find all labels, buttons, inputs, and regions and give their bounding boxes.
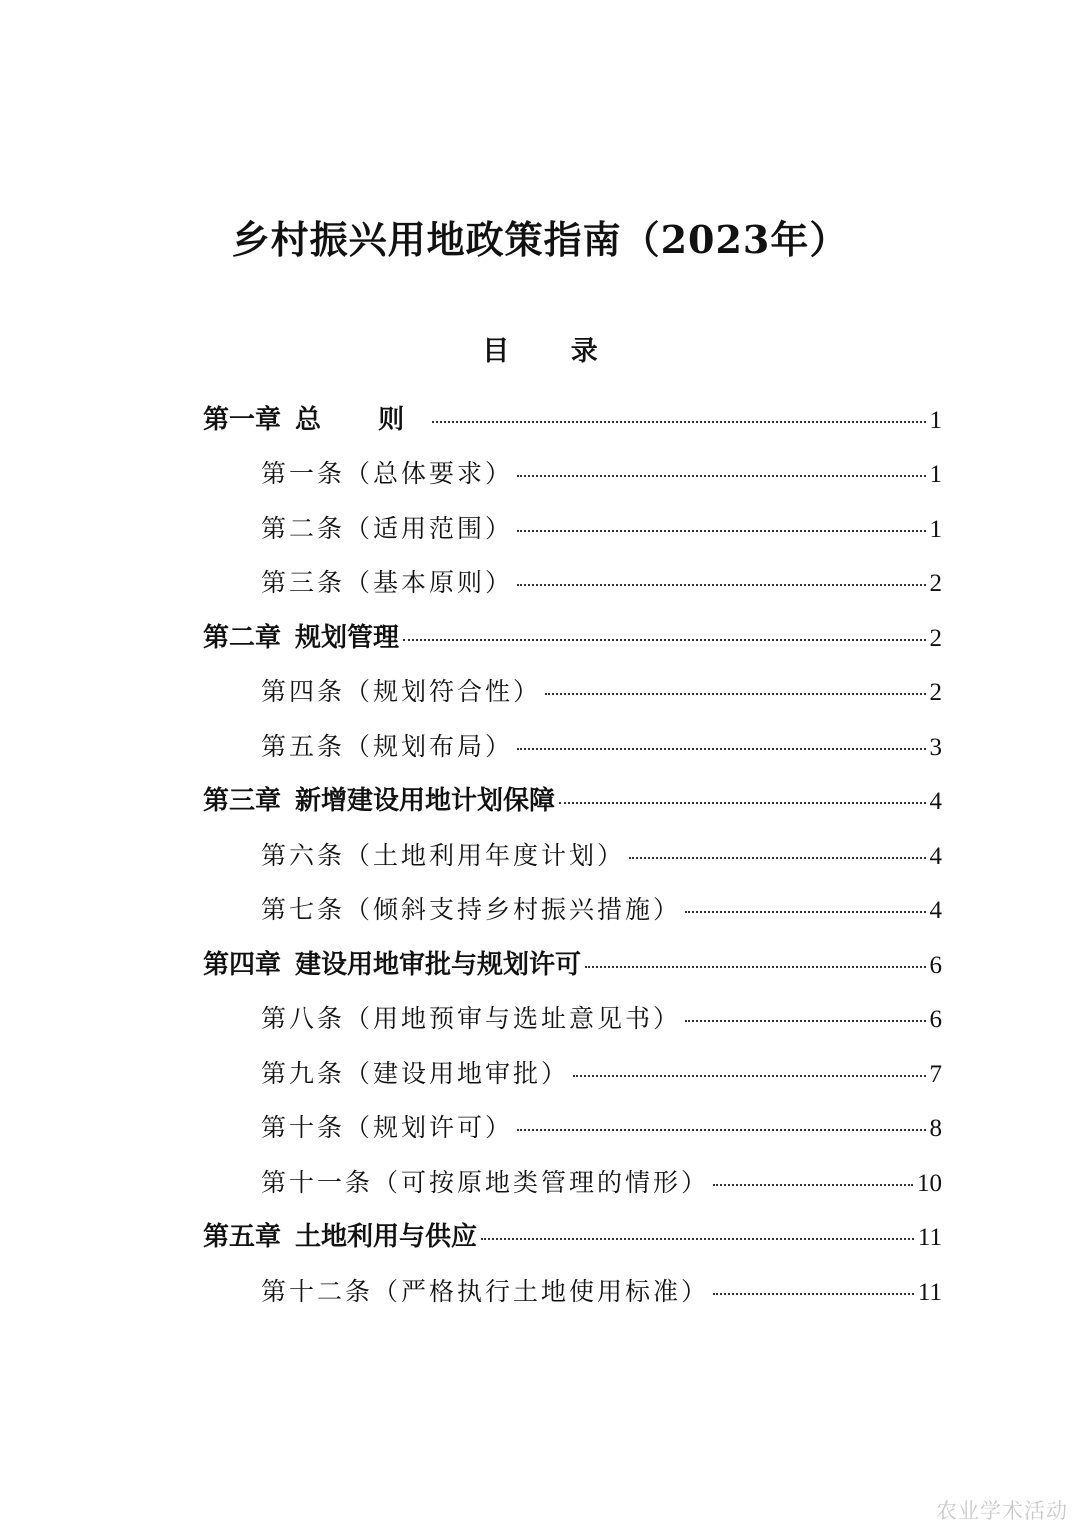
toc-page-number: 4 xyxy=(929,788,942,815)
document-title: 乡村振兴用地政策指南（2023年） xyxy=(231,217,849,262)
toc-label: 第二章 规划管理 xyxy=(203,623,400,653)
toc-label: 第八条（用地预审与选址意见书） xyxy=(261,1004,682,1033)
dot-leader xyxy=(517,1129,925,1131)
dot-leader xyxy=(545,693,925,695)
toc-article-5[interactable] xyxy=(261,722,942,772)
toc-chapter-1[interactable] xyxy=(203,395,942,445)
toc-page-number: 3 xyxy=(929,734,942,761)
toc-label: 第四章 建设用地审批与规划许可 xyxy=(203,950,582,980)
toc-article-7[interactable] xyxy=(261,885,942,935)
toc-label: 第三条（基本原则） xyxy=(261,568,514,597)
toc-chapter-5[interactable] xyxy=(203,1212,942,1262)
toc-page-number: 2 xyxy=(929,679,942,706)
toc-label: 第四条（规划符合性） xyxy=(261,677,542,706)
toc-label: 第一条（总体要求） xyxy=(261,459,514,488)
toc-label: 第十二条（严格执行土地使用标准） xyxy=(261,1277,710,1306)
dot-leader xyxy=(685,1020,925,1022)
dot-leader xyxy=(559,802,925,804)
toc-label: 第二条（适用范围） xyxy=(261,514,514,543)
toc-article-9[interactable] xyxy=(261,1049,942,1099)
toc-page-number: 10 xyxy=(917,1170,942,1197)
toc-page-number: 6 xyxy=(929,1006,942,1033)
toc-page-number: 7 xyxy=(929,1061,942,1088)
dot-leader xyxy=(517,530,925,532)
toc-label: 第十条（规划许可） xyxy=(261,1113,514,1142)
toc-page-number: 6 xyxy=(929,952,942,979)
watermark-text: 农业学术活动 xyxy=(936,1499,1068,1523)
toc-article-6[interactable] xyxy=(261,831,942,881)
toc-article-12[interactable] xyxy=(261,1267,942,1317)
toc-label: 第五章 土地利用与供应 xyxy=(203,1222,478,1252)
toc-label: 第三章 新增建设用地计划保障 xyxy=(203,786,556,816)
dot-leader xyxy=(585,966,925,968)
dot-leader xyxy=(517,475,925,477)
toc-label: 第十一条（可按原地类管理的情形） xyxy=(261,1168,710,1197)
dot-leader xyxy=(713,1184,913,1186)
toc-label: 第五条（规划布局） xyxy=(261,732,514,761)
toc-article-2[interactable] xyxy=(261,504,942,554)
dot-leader xyxy=(573,1075,925,1077)
toc-article-1[interactable] xyxy=(261,449,942,499)
toc-label: 第七条（倾斜支持乡村振兴措施） xyxy=(261,895,682,924)
dot-leader xyxy=(517,584,925,586)
dot-leader xyxy=(403,639,925,641)
dot-leader xyxy=(517,748,925,750)
toc-page-number: 1 xyxy=(929,461,942,488)
toc-heading: 目 录 xyxy=(482,336,624,367)
toc-page-number: 2 xyxy=(929,570,942,597)
toc-page-number: 11 xyxy=(917,1224,942,1251)
dot-leader xyxy=(481,1238,914,1240)
toc-page-number: 1 xyxy=(929,516,942,543)
toc-label: 第六条（土地利用年度计划） xyxy=(261,841,626,870)
toc-page-number: 11 xyxy=(917,1279,942,1306)
dot-leader xyxy=(713,1293,914,1295)
dot-leader xyxy=(629,857,925,859)
toc-page-number: 4 xyxy=(929,843,942,870)
toc-page-number: 8 xyxy=(929,1115,942,1142)
toc-article-10[interactable] xyxy=(261,1103,942,1153)
toc-page-number: 4 xyxy=(929,897,942,924)
toc-chapter-4[interactable] xyxy=(203,940,942,990)
dot-leader xyxy=(432,421,925,423)
toc-chapter-3[interactable] xyxy=(203,776,942,826)
dot-leader xyxy=(685,911,925,913)
toc-article-4[interactable] xyxy=(261,667,942,717)
toc-chapter-2[interactable] xyxy=(203,613,942,663)
toc-page-number: 2 xyxy=(929,625,942,652)
toc-label: 第一章 总 则 xyxy=(203,405,429,435)
toc-article-8[interactable] xyxy=(261,994,942,1044)
toc-label: 第九条（建设用地审批） xyxy=(261,1059,570,1088)
toc-article-11[interactable] xyxy=(261,1158,942,1208)
toc-page-number: 1 xyxy=(929,407,942,434)
toc-article-3[interactable] xyxy=(261,558,942,608)
